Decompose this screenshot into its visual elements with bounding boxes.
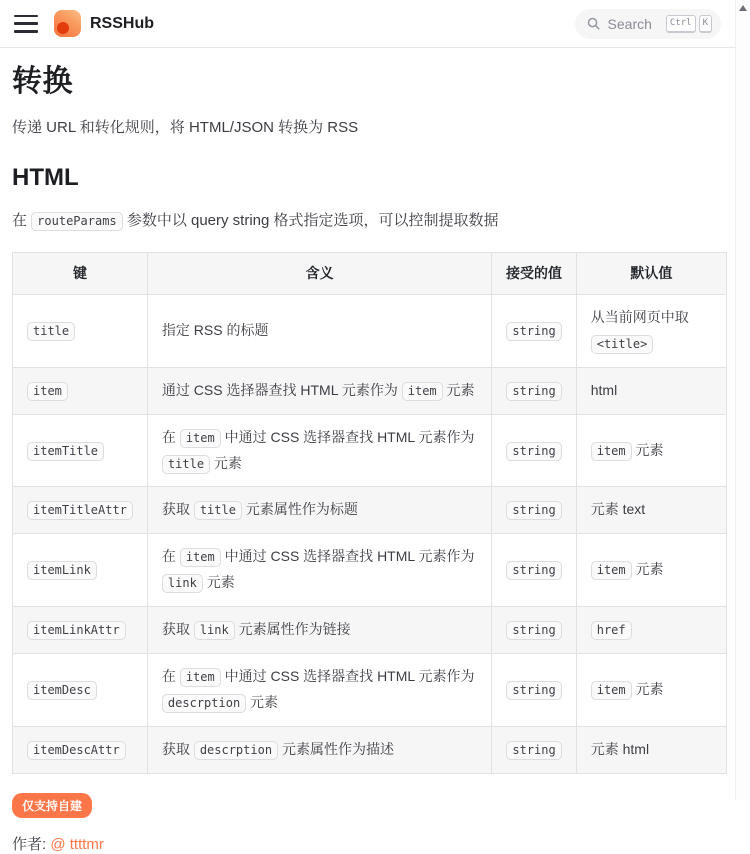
- table-row: [13, 367, 727, 414]
- author-label: 作者:: [12, 835, 47, 853]
- inline-code: itemTitleAttr: [27, 501, 133, 520]
- table-row: [13, 607, 727, 654]
- inline-code: itemTitle: [27, 442, 104, 461]
- param-default-cell: [576, 607, 726, 654]
- inline-code: <title>: [591, 335, 654, 354]
- param-default-cell: html: [576, 367, 726, 414]
- table-row: [13, 295, 727, 368]
- inline-code: descrption: [194, 741, 278, 760]
- table-row: [13, 487, 727, 534]
- table-row: [13, 654, 727, 727]
- brand-name: RSSHub: [90, 14, 154, 32]
- param-key-cell: [13, 607, 148, 654]
- inline-code: string: [506, 442, 561, 461]
- table-row: [13, 726, 727, 773]
- brand-link[interactable]: [54, 10, 154, 37]
- scroll-up-arrow-icon[interactable]: [739, 5, 747, 11]
- param-default-cell: 元素 text: [576, 487, 726, 534]
- param-accepts-cell: [492, 534, 576, 607]
- inline-code: string: [506, 561, 561, 580]
- column-header-key: 键: [13, 253, 148, 295]
- inline-code: title: [27, 322, 75, 341]
- author-line: [12, 833, 727, 854]
- inline-code: item: [180, 668, 221, 687]
- search-button[interactable]: [575, 9, 721, 39]
- inline-code: string: [506, 382, 561, 401]
- inline-code: item: [591, 681, 632, 700]
- param-meaning-cell: 指定 RSS 的标题: [147, 295, 491, 368]
- section-title-html: HTML: [12, 164, 79, 191]
- params-table-body: [13, 295, 727, 774]
- inline-code: item: [591, 442, 632, 461]
- param-accepts-cell: [492, 367, 576, 414]
- page-subtitle: 传递 URL 和转化规则，将 HTML/JSON 转换为 RSS: [12, 119, 359, 136]
- inline-code: descrption: [162, 694, 246, 713]
- table-header-row: [13, 253, 727, 295]
- param-default-cell: 元素 html: [576, 726, 726, 773]
- param-default-cell: item 元素: [576, 534, 726, 607]
- inline-code: itemLink: [27, 561, 97, 580]
- inline-code: title: [162, 455, 210, 474]
- param-accepts-cell: [492, 726, 576, 773]
- param-default-cell: item 元素: [576, 414, 726, 487]
- column-header-accepts: 接受的值: [492, 253, 576, 295]
- search-icon: [586, 16, 601, 31]
- inline-code: item: [591, 561, 632, 580]
- section-intro: 在 routeParams 参数中以 query string 格式指定选项，可以控制提取数据: [12, 212, 499, 229]
- params-table: [12, 252, 727, 774]
- column-header-default: 默认值: [576, 253, 726, 295]
- app-header: [0, 0, 735, 48]
- inline-code: href: [591, 621, 632, 640]
- param-meaning-cell: 在 item 中通过 CSS 选择器查找 HTML 元素作为 title 元素: [147, 414, 491, 487]
- param-meaning-cell: 在 item 中通过 CSS 选择器查找 HTML 元素作为 link 元素: [147, 534, 491, 607]
- param-key-cell: [13, 367, 148, 414]
- param-accepts-cell: [492, 607, 576, 654]
- table-row: [13, 534, 727, 607]
- inline-code: itemLinkAttr: [27, 621, 126, 640]
- hamburger-menu-icon[interactable]: [14, 15, 38, 33]
- param-meaning-cell: 获取 link 元素属性作为链接: [147, 607, 491, 654]
- param-key-cell: [13, 726, 148, 773]
- inline-code: item: [27, 382, 68, 401]
- inline-code: link: [194, 621, 235, 640]
- column-header-meaning: 含义: [147, 253, 491, 295]
- table-row: [13, 414, 727, 487]
- kbd-k: K: [699, 15, 712, 33]
- inline-code: string: [506, 322, 561, 341]
- page-title: 转换: [12, 65, 73, 98]
- search-placeholder: Search: [607, 15, 652, 32]
- inline-code: itemDesc: [27, 681, 97, 700]
- inline-code: routeParams: [31, 212, 122, 231]
- inline-code: string: [506, 501, 561, 520]
- rsshub-logo-icon: [54, 10, 81, 37]
- scrollbar-track[interactable]: [735, 0, 750, 800]
- param-key-cell: [13, 295, 148, 368]
- kbd-ctrl: Ctrl: [666, 15, 696, 33]
- main-content: [0, 48, 735, 854]
- inline-code: link: [162, 574, 203, 593]
- param-meaning-cell: 通过 CSS 选择器查找 HTML 元素作为 item 元素: [147, 367, 491, 414]
- param-default-cell: 从当前网页中取 <title>: [576, 295, 726, 368]
- param-meaning-cell: 在 item 中通过 CSS 选择器查找 HTML 元素作为 descrption 元素: [147, 654, 491, 727]
- inline-code: title: [194, 501, 242, 520]
- status-badge: 仅支持自建: [12, 793, 92, 818]
- param-meaning-cell: 获取 descrption 元素属性作为描述: [147, 726, 491, 773]
- param-accepts-cell: [492, 414, 576, 487]
- param-key-cell: [13, 414, 148, 487]
- param-accepts-cell: [492, 654, 576, 727]
- inline-code: string: [506, 741, 561, 760]
- param-key-cell: [13, 487, 148, 534]
- search-shortcut: [666, 15, 712, 33]
- param-default-cell: item 元素: [576, 654, 726, 727]
- param-accepts-cell: [492, 487, 576, 534]
- param-accepts-cell: [492, 295, 576, 368]
- inline-code: string: [506, 621, 561, 640]
- inline-code: itemDescAttr: [27, 741, 126, 760]
- inline-code: item: [402, 382, 443, 401]
- inline-code: string: [506, 681, 561, 700]
- param-meaning-cell: 获取 title 元素属性作为标题: [147, 487, 491, 534]
- inline-code: item: [180, 548, 221, 567]
- param-key-cell: [13, 654, 148, 727]
- inline-code: item: [180, 429, 221, 448]
- author-link[interactable]: @ ttttmr: [50, 835, 104, 853]
- param-key-cell: [13, 534, 148, 607]
